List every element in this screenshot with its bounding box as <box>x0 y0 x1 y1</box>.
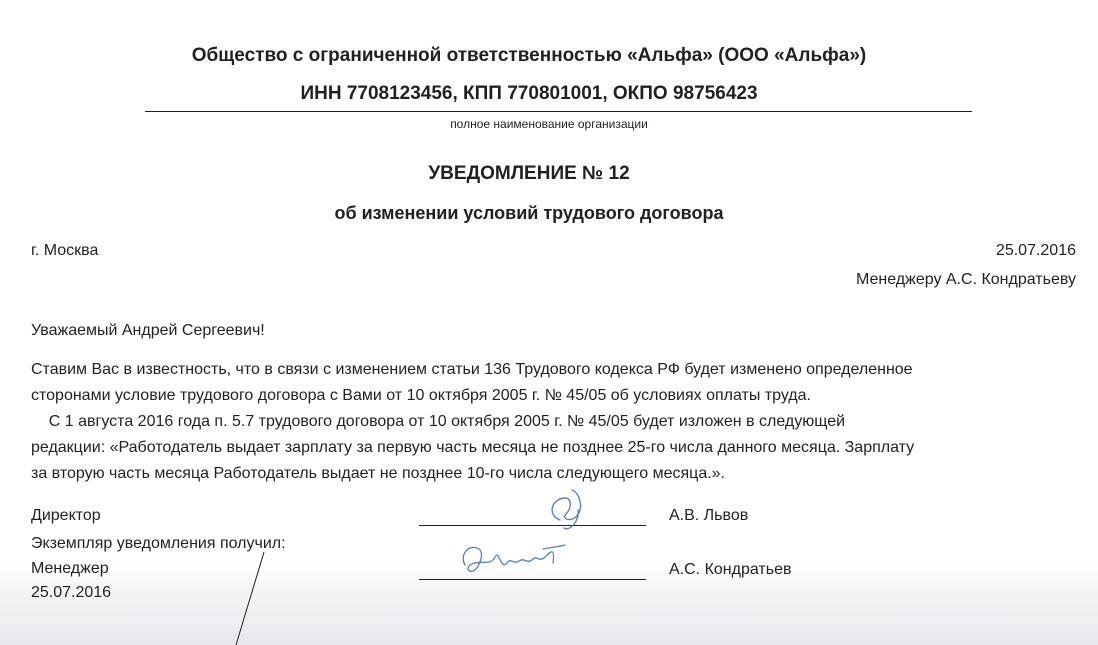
document-date: 25.07.2016 <box>995 242 1076 259</box>
organization-caption: полное наименование организации <box>450 117 648 131</box>
received-date: 25.07.2016 <box>31 584 112 601</box>
paragraph-2 <box>31 409 1081 487</box>
paragraph-1-line: Ставим Вас в известность, что в связи с изменением статьи 136 Трудового кодекса РФ будет изменено определенное <box>31 361 913 378</box>
director-signature <box>520 480 610 540</box>
city: г. Москва <box>31 242 99 259</box>
organization-name: Общество с ограниченной ответственностью «Альфа» (ООО «Альфа») <box>191 45 867 66</box>
employee-role: Менеджер <box>31 560 109 577</box>
organization-requisites: ИНН 7708123456, КПП 770801001, ОКПО 98756423 <box>300 83 758 104</box>
director-role: Директор <box>31 507 101 524</box>
organization-underline <box>145 111 972 112</box>
paragraph-1-line: сторонами условие трудового договора с Вами от 10 октября 2005 г. № 45/05 об условиях оплаты труда. <box>31 387 811 404</box>
paragraph-2-line: С 1 августа 2016 года п. 5.7 трудового договора от 10 октября 2005 г. № 45/05 будет изложен в следующей <box>31 413 846 430</box>
paragraph-2-line: за вторую часть месяца Работодатель выдает не позднее 10-го числа следующего месяца.». <box>31 465 725 482</box>
document-subtitle: об изменении условий трудового договора <box>334 203 724 223</box>
greeting: Уважаемый Андрей Сергеевич! <box>31 322 265 339</box>
pointer-line <box>230 552 270 645</box>
document-title: УВЕДОМЛЕНИЕ № 12 <box>428 163 630 184</box>
director-name: А.В. Львов <box>669 507 749 524</box>
paragraph-2-line: редакции: «Работодатель выдает зарплату за первую часть месяца не позднее 25-го числа данного месяца. Зарплату <box>31 439 915 456</box>
employee-signature <box>455 535 585 585</box>
employee-name: А.С. Кондратьев <box>669 561 792 578</box>
received-label: Экземпляр уведомления получил: <box>31 535 286 552</box>
paragraph-1 <box>31 357 1081 409</box>
addressee: Менеджеру А.С. Кондратьеву <box>856 271 1076 288</box>
